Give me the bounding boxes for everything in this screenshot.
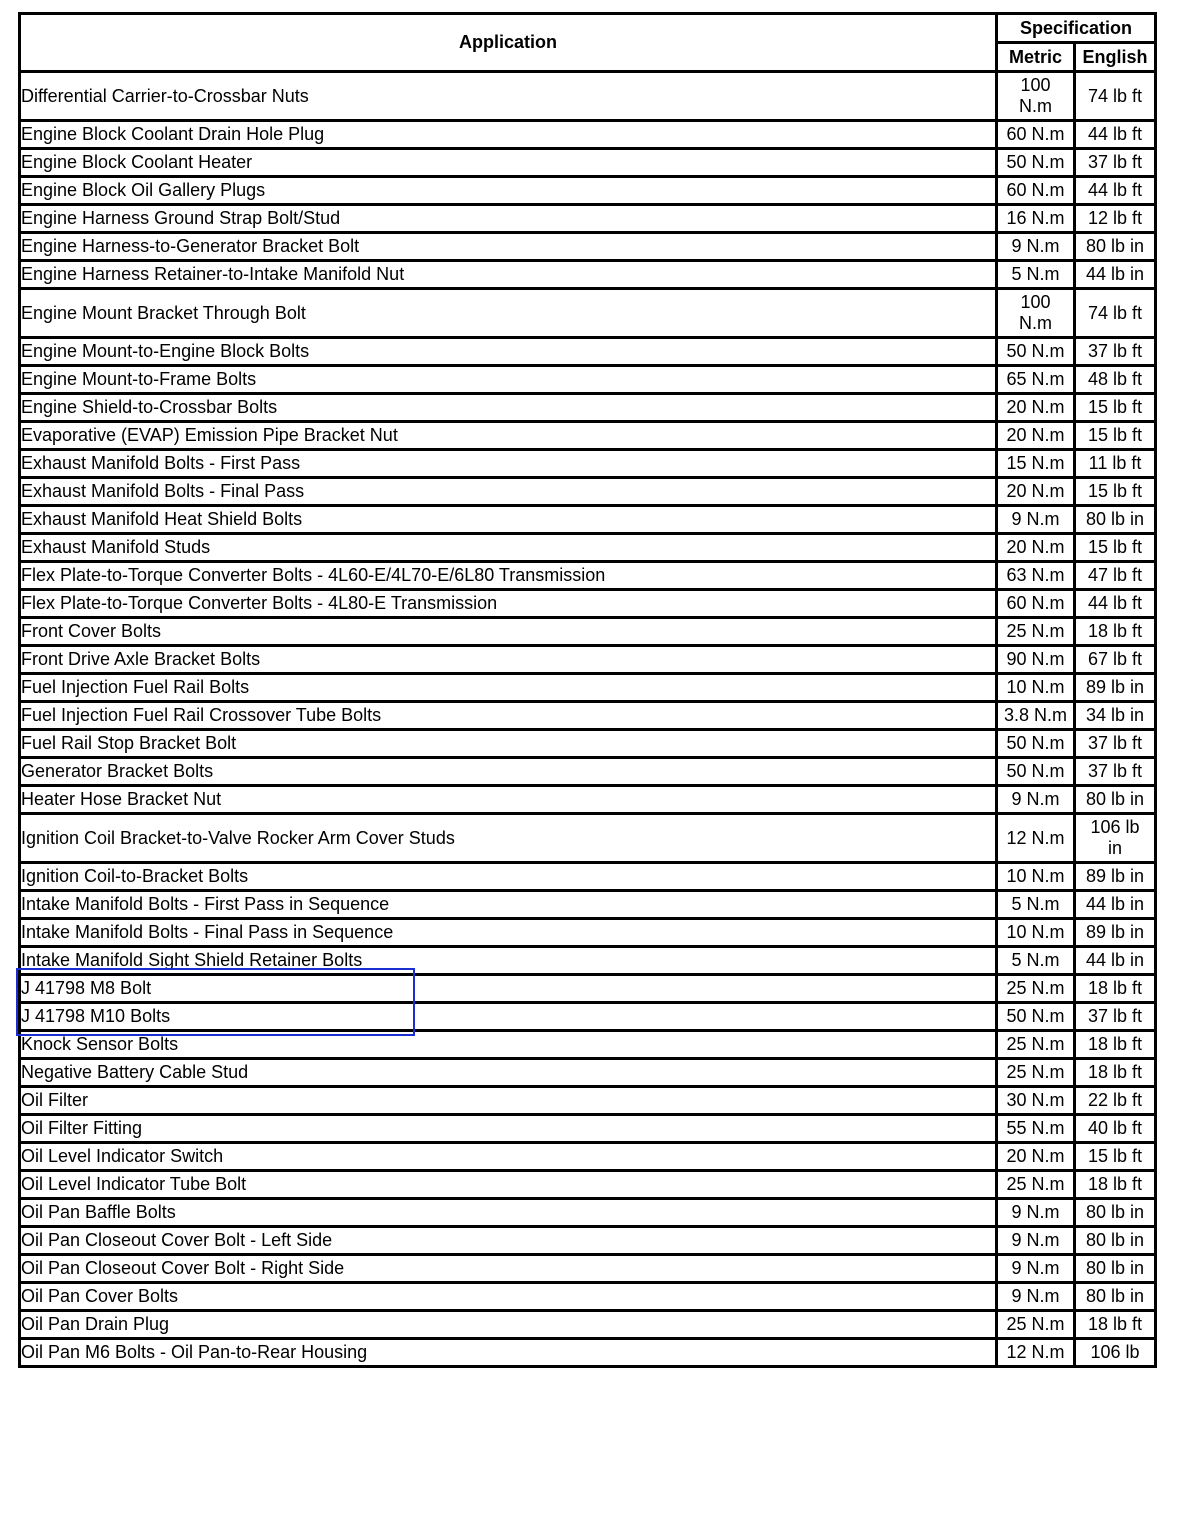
table-row (20, 338, 1156, 366)
cell-english: 18 lb ft (1075, 1311, 1156, 1339)
cell-english: 106 lb in (1075, 814, 1156, 863)
cell-english: 80 lb in (1075, 1199, 1156, 1227)
table-row (20, 1115, 1156, 1143)
cell-english: 12 lb ft (1075, 205, 1156, 233)
cell-metric: 20 N.m (997, 534, 1075, 562)
table-row (20, 674, 1156, 702)
cell-application: Engine Mount-to-Engine Block Bolts (20, 338, 997, 366)
cell-application: Oil Pan Closeout Cover Bolt - Right Side (20, 1255, 997, 1283)
table-row (20, 758, 1156, 786)
cell-english: 37 lb ft (1075, 338, 1156, 366)
cell-english: 44 lb in (1075, 891, 1156, 919)
cell-metric: 20 N.m (997, 478, 1075, 506)
table-row (20, 1199, 1156, 1227)
table-row (20, 1255, 1156, 1283)
cell-application: Oil Filter (20, 1087, 997, 1115)
cell-english: 80 lb in (1075, 786, 1156, 814)
table-row (20, 149, 1156, 177)
cell-application: Oil Level Indicator Tube Bolt (20, 1171, 997, 1199)
cell-metric: 90 N.m (997, 646, 1075, 674)
cell-metric: 15 N.m (997, 450, 1075, 478)
header-english: English (1075, 43, 1156, 72)
cell-application: Oil Pan Baffle Bolts (20, 1199, 997, 1227)
cell-application: Oil Filter Fitting (20, 1115, 997, 1143)
cell-english: 48 lb ft (1075, 366, 1156, 394)
cell-application: J 41798 M10 Bolts (20, 1003, 997, 1031)
cell-metric: 50 N.m (997, 338, 1075, 366)
cell-application: Intake Manifold Bolts - First Pass in Sequence (20, 891, 997, 919)
cell-metric: 12 N.m (997, 814, 1075, 863)
cell-application: Exhaust Manifold Studs (20, 534, 997, 562)
table-row (20, 177, 1156, 205)
table-row (20, 205, 1156, 233)
table-row (20, 1059, 1156, 1087)
cell-metric: 16 N.m (997, 205, 1075, 233)
table-row (20, 534, 1156, 562)
table-row (20, 590, 1156, 618)
cell-application: Fuel Injection Fuel Rail Crossover Tube Bolts (20, 702, 997, 730)
cell-metric: 12 N.m (997, 1339, 1075, 1367)
cell-application: Front Drive Axle Bracket Bolts (20, 646, 997, 674)
cell-english: 15 lb ft (1075, 1143, 1156, 1171)
cell-metric: 50 N.m (997, 758, 1075, 786)
cell-english: 80 lb in (1075, 1255, 1156, 1283)
cell-english: 80 lb in (1075, 1283, 1156, 1311)
cell-application: Front Cover Bolts (20, 618, 997, 646)
cell-english: 89 lb in (1075, 919, 1156, 947)
cell-application: Engine Block Coolant Drain Hole Plug (20, 121, 997, 149)
table-row (20, 1143, 1156, 1171)
cell-metric: 60 N.m (997, 121, 1075, 149)
cell-metric: 100 N.m (997, 289, 1075, 338)
cell-english: 44 lb in (1075, 947, 1156, 975)
cell-english: 15 lb ft (1075, 394, 1156, 422)
cell-english: 37 lb ft (1075, 730, 1156, 758)
cell-application: Engine Block Oil Gallery Plugs (20, 177, 997, 205)
cell-metric: 10 N.m (997, 674, 1075, 702)
cell-application: Engine Block Coolant Heater (20, 149, 997, 177)
table-row (20, 1227, 1156, 1255)
cell-metric: 55 N.m (997, 1115, 1075, 1143)
cell-english: 18 lb ft (1075, 1059, 1156, 1087)
cell-metric: 25 N.m (997, 1311, 1075, 1339)
table-row (20, 289, 1156, 338)
cell-english: 44 lb ft (1075, 177, 1156, 205)
table-row (20, 975, 1156, 1003)
table-row (20, 1339, 1156, 1367)
cell-application: Intake Manifold Sight Shield Retainer Bolts (20, 947, 997, 975)
table-row (20, 786, 1156, 814)
cell-application: Fuel Rail Stop Bracket Bolt (20, 730, 997, 758)
cell-metric: 9 N.m (997, 1255, 1075, 1283)
header-application: Application (20, 14, 997, 72)
header-row (20, 14, 1156, 43)
cell-application: Oil Level Indicator Switch (20, 1143, 997, 1171)
table-row (20, 121, 1156, 149)
cell-english: 80 lb in (1075, 233, 1156, 261)
cell-metric: 50 N.m (997, 1003, 1075, 1031)
cell-application: Engine Mount Bracket Through Bolt (20, 289, 997, 338)
cell-metric: 25 N.m (997, 618, 1075, 646)
cell-metric: 65 N.m (997, 366, 1075, 394)
cell-metric: 9 N.m (997, 1199, 1075, 1227)
cell-english: 44 lb ft (1075, 590, 1156, 618)
table-row (20, 730, 1156, 758)
cell-application: J 41798 M8 Bolt (20, 975, 997, 1003)
cell-metric: 60 N.m (997, 590, 1075, 618)
cell-application: Generator Bracket Bolts (20, 758, 997, 786)
cell-english: 18 lb ft (1075, 618, 1156, 646)
cell-application: Exhaust Manifold Bolts - Final Pass (20, 478, 997, 506)
cell-application: Oil Pan Closeout Cover Bolt - Left Side (20, 1227, 997, 1255)
cell-english: 15 lb ft (1075, 478, 1156, 506)
cell-english: 80 lb in (1075, 1227, 1156, 1255)
table-row (20, 422, 1156, 450)
table-row (20, 814, 1156, 863)
cell-english: 11 lb ft (1075, 450, 1156, 478)
cell-metric: 5 N.m (997, 891, 1075, 919)
cell-metric: 9 N.m (997, 786, 1075, 814)
table-row (20, 394, 1156, 422)
cell-metric: 63 N.m (997, 562, 1075, 590)
table-row (20, 72, 1156, 121)
cell-metric: 25 N.m (997, 1171, 1075, 1199)
cell-english: 18 lb ft (1075, 1031, 1156, 1059)
table-row (20, 618, 1156, 646)
table-row (20, 947, 1156, 975)
cell-metric: 3.8 N.m (997, 702, 1075, 730)
cell-metric: 9 N.m (997, 233, 1075, 261)
cell-application: Flex Plate-to-Torque Converter Bolts - 4L80-E Transmission (20, 590, 997, 618)
cell-application: Exhaust Manifold Bolts - First Pass (20, 450, 997, 478)
cell-application: Negative Battery Cable Stud (20, 1059, 997, 1087)
table-row (20, 1171, 1156, 1199)
table-row (20, 233, 1156, 261)
cell-english: 89 lb in (1075, 674, 1156, 702)
cell-english: 44 lb in (1075, 261, 1156, 289)
table-row (20, 919, 1156, 947)
cell-application: Ignition Coil-to-Bracket Bolts (20, 863, 997, 891)
table-row (20, 478, 1156, 506)
cell-english: 37 lb ft (1075, 758, 1156, 786)
cell-english: 106 lb (1075, 1339, 1156, 1367)
cell-application: Engine Harness-to-Generator Bracket Bolt (20, 233, 997, 261)
cell-english: 74 lb ft (1075, 289, 1156, 338)
cell-english: 37 lb ft (1075, 149, 1156, 177)
cell-application: Differential Carrier-to-Crossbar Nuts (20, 72, 997, 121)
cell-english: 40 lb ft (1075, 1115, 1156, 1143)
cell-metric: 20 N.m (997, 1143, 1075, 1171)
cell-metric: 10 N.m (997, 863, 1075, 891)
cell-english: 74 lb ft (1075, 72, 1156, 121)
cell-english: 44 lb ft (1075, 121, 1156, 149)
cell-metric: 50 N.m (997, 149, 1075, 177)
cell-english: 47 lb ft (1075, 562, 1156, 590)
cell-metric: 20 N.m (997, 422, 1075, 450)
torque-spec-table (18, 12, 1157, 1368)
cell-application: Engine Harness Retainer-to-Intake Manifold Nut (20, 261, 997, 289)
cell-metric: 25 N.m (997, 1059, 1075, 1087)
cell-metric: 25 N.m (997, 975, 1075, 1003)
cell-english: 18 lb ft (1075, 1171, 1156, 1199)
cell-application: Fuel Injection Fuel Rail Bolts (20, 674, 997, 702)
table-row (20, 1031, 1156, 1059)
cell-application: Engine Mount-to-Frame Bolts (20, 366, 997, 394)
table-row (20, 562, 1156, 590)
cell-application: Oil Pan M6 Bolts - Oil Pan-to-Rear Housing (20, 1339, 997, 1367)
table-row (20, 1087, 1156, 1115)
table-row (20, 506, 1156, 534)
cell-application: Engine Shield-to-Crossbar Bolts (20, 394, 997, 422)
cell-english: 67 lb ft (1075, 646, 1156, 674)
cell-english: 37 lb ft (1075, 1003, 1156, 1031)
cell-metric: 9 N.m (997, 1227, 1075, 1255)
cell-application: Engine Harness Ground Strap Bolt/Stud (20, 205, 997, 233)
cell-application: Oil Pan Drain Plug (20, 1311, 997, 1339)
cell-application: Evaporative (EVAP) Emission Pipe Bracket Nut (20, 422, 997, 450)
cell-metric: 60 N.m (997, 177, 1075, 205)
cell-metric: 20 N.m (997, 394, 1075, 422)
cell-metric: 5 N.m (997, 947, 1075, 975)
cell-metric: 5 N.m (997, 261, 1075, 289)
cell-application: Ignition Coil Bracket-to-Valve Rocker Arm Cover Studs (20, 814, 997, 863)
table-row (20, 702, 1156, 730)
table-row (20, 863, 1156, 891)
cell-application: Oil Pan Cover Bolts (20, 1283, 997, 1311)
cell-metric: 10 N.m (997, 919, 1075, 947)
cell-english: 80 lb in (1075, 506, 1156, 534)
cell-english: 18 lb ft (1075, 975, 1156, 1003)
cell-application: Intake Manifold Bolts - Final Pass in Sequence (20, 919, 997, 947)
cell-english: 34 lb in (1075, 702, 1156, 730)
table-row (20, 1283, 1156, 1311)
cell-metric: 25 N.m (997, 1031, 1075, 1059)
cell-metric: 30 N.m (997, 1087, 1075, 1115)
cell-metric: 100 N.m (997, 72, 1075, 121)
header-specification: Specification (997, 14, 1156, 43)
table-row (20, 366, 1156, 394)
cell-application: Heater Hose Bracket Nut (20, 786, 997, 814)
cell-application: Flex Plate-to-Torque Converter Bolts - 4L60-E/4L70-E/6L80 Transmission (20, 562, 997, 590)
table-row (20, 646, 1156, 674)
cell-metric: 50 N.m (997, 730, 1075, 758)
cell-application: Exhaust Manifold Heat Shield Bolts (20, 506, 997, 534)
cell-metric: 9 N.m (997, 1283, 1075, 1311)
table-row (20, 261, 1156, 289)
table-row (20, 1311, 1156, 1339)
cell-application: Knock Sensor Bolts (20, 1031, 997, 1059)
table-row (20, 1003, 1156, 1031)
cell-metric: 9 N.m (997, 506, 1075, 534)
cell-english: 89 lb in (1075, 863, 1156, 891)
table-row (20, 891, 1156, 919)
table-body (20, 72, 1156, 1367)
header-metric: Metric (997, 43, 1075, 72)
cell-english: 15 lb ft (1075, 422, 1156, 450)
cell-english: 22 lb ft (1075, 1087, 1156, 1115)
table-row (20, 450, 1156, 478)
cell-english: 15 lb ft (1075, 534, 1156, 562)
